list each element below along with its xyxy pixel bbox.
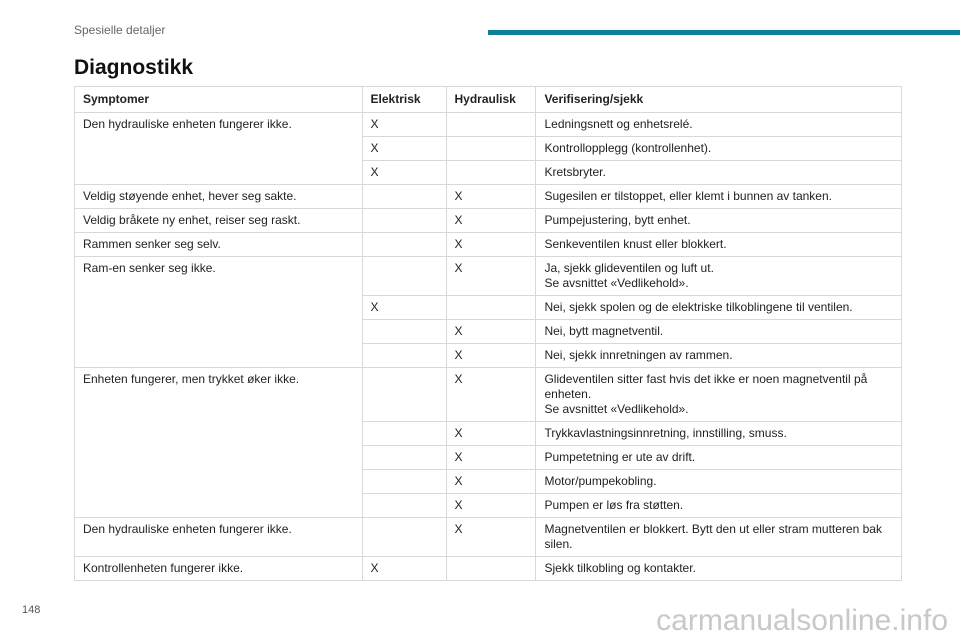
hydraulic-cell (446, 557, 536, 581)
header-accent-bar (488, 30, 960, 35)
diagnostics-table (74, 86, 902, 581)
verification-line: Glideventilen sitter fast hvis det ikke er noen magnetventil på (544, 372, 868, 386)
verification-line: Senkeventilen knust eller blokkert. (544, 237, 727, 251)
hydraulic-cell: X (446, 233, 536, 257)
column-header-verification: Verifisering/sjekk (536, 87, 902, 113)
table-row (75, 233, 902, 257)
table-row (75, 209, 902, 233)
verification-cell (536, 209, 902, 233)
electrical-cell (362, 470, 446, 494)
verification-line: Pumpejustering, bytt enhet. (544, 213, 691, 227)
verification-line: Magnetventilen er blokkert. Bytt den ut eller stram mutteren bak (544, 522, 882, 536)
table-row (75, 185, 902, 209)
hydraulic-cell: X (446, 518, 536, 557)
verification-line: Sugesilen er tilstoppet, eller klemt i bunnen av tanken. (544, 189, 832, 203)
watermark-logo: carmanualsonline.info (656, 604, 948, 637)
electrical-cell (362, 257, 446, 296)
verification-line: Sjekk tilkobling og kontakter. (544, 561, 696, 575)
hydraulic-cell: X (446, 470, 536, 494)
verification-line: Nei, bytt magnetventil. (544, 324, 664, 338)
electrical-cell (362, 518, 446, 557)
electrical-cell: X (362, 137, 446, 161)
verification-line: Ledningsnett og enhetsrelé. (544, 117, 693, 131)
symptom-cell: Den hydrauliske enheten fungerer ikke. (75, 518, 363, 557)
verification-cell (536, 518, 902, 557)
verification-cell (536, 296, 902, 320)
verification-line: Ja, sjekk glideventilen og luft ut. (544, 261, 714, 275)
section-label: Spesielle detaljer (74, 23, 166, 37)
hydraulic-cell: X (446, 209, 536, 233)
electrical-cell: X (362, 557, 446, 581)
hydraulic-cell (446, 296, 536, 320)
electrical-cell: X (362, 161, 446, 185)
verification-line: Nei, sjekk spolen og de elektriske tilkoblingene til ventilen. (544, 300, 853, 314)
verification-line: Pumpetetning er ute av drift. (544, 450, 696, 464)
verification-cell (536, 344, 902, 368)
verification-line: Trykkavlastningsinnretning, innstilling, smuss. (544, 426, 787, 440)
verification-cell (536, 161, 902, 185)
verification-cell (536, 557, 902, 581)
hydraulic-cell (446, 161, 536, 185)
verification-line: silen. (544, 537, 573, 551)
hydraulic-cell: X (446, 344, 536, 368)
electrical-cell (362, 368, 446, 422)
electrical-cell (362, 209, 446, 233)
verification-line: Pumpen er løs fra støtten. (544, 498, 684, 512)
verification-cell (536, 137, 902, 161)
electrical-cell (362, 344, 446, 368)
table-row (75, 257, 902, 296)
hydraulic-cell (446, 113, 536, 137)
verification-line: enheten. (544, 387, 592, 401)
symptom-cell: Ram-en senker seg ikke. (75, 257, 363, 368)
hydraulic-cell (446, 137, 536, 161)
table-row (75, 368, 902, 422)
symptom-cell: Kontrollenheten fungerer ikke. (75, 557, 363, 581)
column-header-hydraulic: Hydraulisk (446, 87, 536, 113)
verification-line: Se avsnittet «Vedlikehold». (544, 402, 689, 416)
electrical-cell (362, 422, 446, 446)
verification-line: Se avsnittet «Vedlikehold». (544, 276, 689, 290)
table-row (75, 518, 902, 557)
symptom-cell: Veldig støyende enhet, hever seg sakte. (75, 185, 363, 209)
verification-cell (536, 368, 902, 422)
verification-cell (536, 470, 902, 494)
hydraulic-cell: X (446, 422, 536, 446)
verification-line: Nei, sjekk innretningen av rammen. (544, 348, 733, 362)
hydraulic-cell: X (446, 320, 536, 344)
electrical-cell: X (362, 296, 446, 320)
hydraulic-cell: X (446, 446, 536, 470)
electrical-cell (362, 320, 446, 344)
verification-cell (536, 422, 902, 446)
verification-cell (536, 113, 902, 137)
electrical-cell (362, 185, 446, 209)
verification-line: Kontrollopplegg (kontrollenhet). (544, 141, 712, 155)
hydraulic-cell: X (446, 185, 536, 209)
column-header-symptoms: Symptomer (75, 87, 363, 113)
verification-cell (536, 257, 902, 296)
page-number: 148 (22, 604, 41, 616)
verification-cell (536, 494, 902, 518)
hydraulic-cell: X (446, 257, 536, 296)
table-row (75, 557, 902, 581)
table-row (75, 113, 902, 137)
symptom-cell: Den hydrauliske enheten fungerer ikke. (75, 113, 363, 185)
page-title: Diagnostikk (74, 56, 194, 79)
electrical-cell (362, 233, 446, 257)
column-header-electrical: Elektrisk (362, 87, 446, 113)
verification-cell (536, 233, 902, 257)
table-header-row (75, 87, 902, 113)
verification-line: Kretsbryter. (544, 165, 606, 179)
hydraulic-cell: X (446, 368, 536, 422)
symptom-cell: Veldig bråkete ny enhet, reiser seg raskt. (75, 209, 363, 233)
verification-line: Motor/pumpekobling. (544, 474, 657, 488)
electrical-cell (362, 494, 446, 518)
verification-cell (536, 185, 902, 209)
hydraulic-cell: X (446, 494, 536, 518)
table-body (75, 113, 902, 581)
electrical-cell: X (362, 113, 446, 137)
verification-cell (536, 446, 902, 470)
verification-cell (536, 320, 902, 344)
electrical-cell (362, 446, 446, 470)
symptom-cell: Enheten fungerer, men trykket øker ikke. (75, 368, 363, 518)
symptom-cell: Rammen senker seg selv. (75, 233, 363, 257)
